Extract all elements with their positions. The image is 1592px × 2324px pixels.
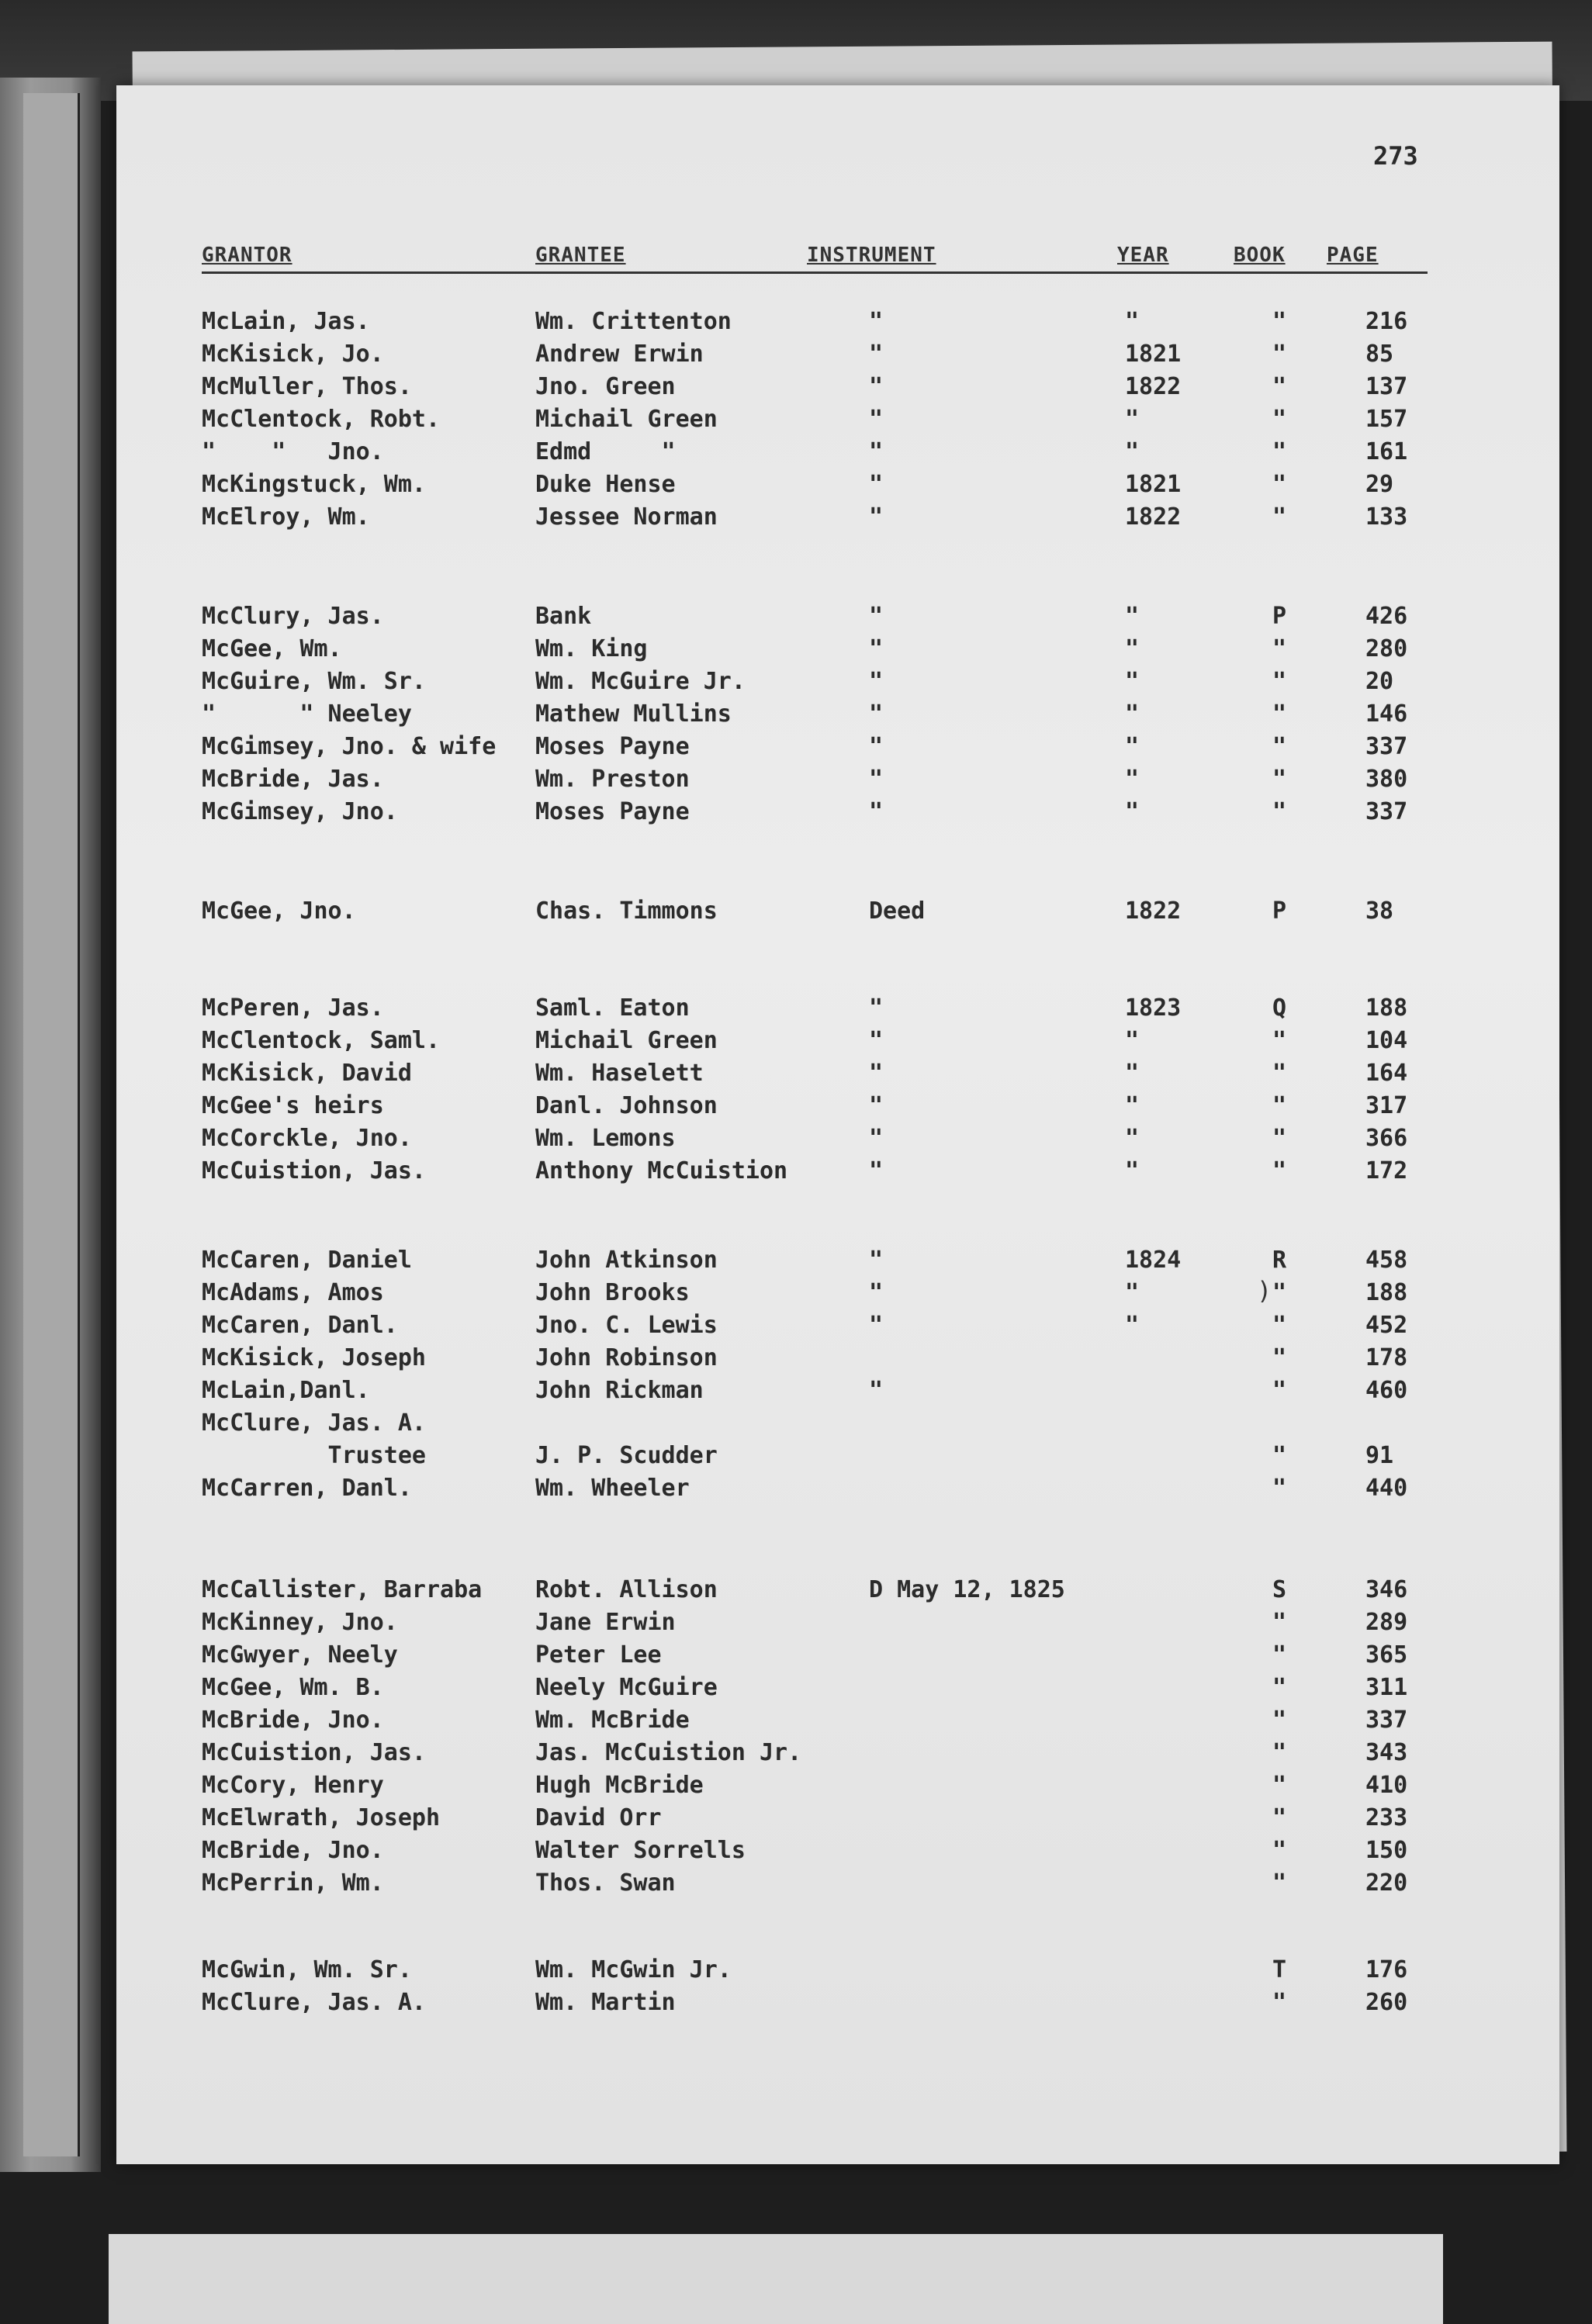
table-row	[202, 666, 1521, 697]
year-cell: "	[1125, 1060, 1140, 1087]
book-cell: S	[1272, 1576, 1287, 1603]
table-row	[202, 404, 1521, 435]
book-cell: R	[1272, 1247, 1287, 1274]
book-cell: "	[1272, 1641, 1287, 1669]
book-cell: "	[1272, 341, 1287, 368]
book-cell: "	[1272, 1377, 1287, 1404]
grantor-cell: McGee, Wm.	[202, 635, 342, 662]
grantee-cell: Wm. Lemons	[535, 1125, 676, 1152]
grantor-cell: McKisick, Joseph	[202, 1344, 426, 1371]
grantee-cell: Wm. Martin	[535, 1989, 676, 2016]
book-cell: "	[1272, 1707, 1287, 1734]
book-cell: T	[1272, 1956, 1287, 1983]
grantee-cell: Chas. Timmons	[535, 897, 718, 925]
grantor-cell: McKinney, Jno.	[202, 1609, 398, 1636]
book-cell: "	[1272, 1804, 1287, 1831]
book-cell: "	[1272, 373, 1287, 400]
year-cell: "	[1125, 1157, 1140, 1184]
page-cell: 380	[1365, 766, 1408, 793]
year-cell: 1821	[1125, 471, 1182, 498]
grantee-cell: Wm. McBride	[535, 1707, 690, 1734]
year-cell: "	[1125, 1312, 1140, 1339]
page-cell: 220	[1365, 1869, 1408, 1897]
instrument-cell: "	[869, 1027, 884, 1054]
page-cell: 233	[1365, 1804, 1408, 1831]
grantor-cell: McAdams, Amos	[202, 1279, 384, 1306]
instrument-cell: "	[869, 1060, 884, 1087]
page-cell: 157	[1365, 406, 1408, 433]
grantee-cell: Jessee Norman	[535, 503, 718, 531]
book-cell: "	[1272, 1475, 1287, 1502]
page-cell: 346	[1365, 1576, 1408, 1603]
page-cell: 458	[1365, 1247, 1408, 1274]
year-cell: "	[1125, 1125, 1140, 1152]
year-cell: 1822	[1125, 897, 1182, 925]
table-row	[202, 1058, 1521, 1089]
page-number: 273	[1373, 141, 1418, 171]
grantor-cell: McGuire, Wm. Sr.	[202, 668, 426, 695]
year-cell: "	[1125, 635, 1140, 662]
instrument-cell: "	[869, 798, 884, 825]
document-page	[116, 85, 1559, 2164]
table-row	[202, 1245, 1521, 1276]
year-cell: "	[1125, 406, 1140, 433]
grantee-cell: Robt. Allison	[535, 1576, 718, 1603]
page-cell: 137	[1365, 373, 1408, 400]
year-cell: "	[1125, 668, 1140, 695]
grantor-cell: McGee's heirs	[202, 1092, 384, 1119]
grantee-cell: Thos. Swan	[535, 1869, 676, 1897]
book-cell: "	[1272, 1837, 1287, 1864]
table-row	[202, 306, 1521, 337]
instrument-cell: "	[869, 994, 884, 1022]
book-cell: "	[1272, 438, 1287, 465]
page-cell: 161	[1365, 438, 1408, 465]
page-cell: 91	[1365, 1442, 1394, 1469]
grantor-cell: McBride, Jno.	[202, 1707, 384, 1734]
page-cell: 150	[1365, 1837, 1408, 1864]
header-book: BOOK	[1234, 244, 1286, 267]
page-cell: 337	[1365, 798, 1408, 825]
year-cell: "	[1125, 766, 1140, 793]
grantor-cell: McBride, Jas.	[202, 766, 384, 793]
page-cell: 289	[1365, 1609, 1408, 1636]
grantor-cell: McPerrin, Wm.	[202, 1869, 384, 1897]
table-row	[202, 1672, 1521, 1703]
grantor-cell: Trustee	[202, 1442, 426, 1469]
page-cell: 337	[1365, 1707, 1408, 1734]
table-row	[202, 896, 1521, 927]
instrument-cell: "	[869, 1279, 884, 1306]
grantee-cell: Andrew Erwin	[535, 341, 704, 368]
instrument-cell: "	[869, 1125, 884, 1152]
grantee-cell: Peter Lee	[535, 1641, 662, 1669]
grantee-cell: Danl. Johnson	[535, 1092, 718, 1119]
instrument-cell: "	[869, 1157, 884, 1184]
page-cell: 426	[1365, 603, 1408, 630]
grantor-cell: McPeren, Jas.	[202, 994, 384, 1022]
grantee-cell: David Orr	[535, 1804, 662, 1831]
page-cell: 133	[1365, 503, 1408, 531]
table-row	[202, 797, 1521, 828]
instrument-cell: "	[869, 503, 884, 531]
page-cell: 460	[1365, 1377, 1408, 1404]
grantor-cell: McClure, Jas. A.	[202, 1989, 426, 2016]
book-cell: "	[1272, 1092, 1287, 1119]
grantee-cell: Moses Payne	[535, 733, 690, 760]
book-cell: "	[1272, 471, 1287, 498]
year-cell: "	[1125, 1279, 1140, 1306]
grantor-cell: McGee, Wm. B.	[202, 1674, 384, 1701]
book-cell: "	[1272, 668, 1287, 695]
deed-index-entries	[116, 85, 1559, 2164]
table-row	[202, 1310, 1521, 1341]
grantor-cell: McCuistion, Jas.	[202, 1157, 426, 1184]
table-row	[202, 1440, 1521, 1472]
table-row	[202, 1955, 1521, 1986]
book-cell: "	[1272, 1674, 1287, 1701]
grantee-cell: Michail Green	[535, 406, 718, 433]
book-cell: "	[1272, 1989, 1287, 2016]
table-row	[202, 1343, 1521, 1374]
header-instrument: INSTRUMENT	[807, 244, 936, 267]
book-cell: "	[1272, 1869, 1287, 1897]
grantee-cell: Mathew Mullins	[535, 700, 732, 728]
grantee-cell: Jno. C. Lewis	[535, 1312, 718, 1339]
book-cell: "	[1272, 1060, 1287, 1087]
page-cell: 366	[1365, 1125, 1408, 1152]
page-cell: 452	[1365, 1312, 1408, 1339]
table-row	[202, 731, 1521, 763]
book-cell: "	[1272, 1344, 1287, 1371]
table-row	[202, 1705, 1521, 1736]
stray-mark: )	[1257, 1276, 1272, 1306]
table-row	[202, 1025, 1521, 1057]
grantee-cell: John Atkinson	[535, 1247, 718, 1274]
grantee-cell: Wm. King	[535, 635, 648, 662]
year-cell: "	[1125, 308, 1140, 335]
year-cell: "	[1125, 438, 1140, 465]
page-cell: 38	[1365, 897, 1394, 925]
page-cell: 178	[1365, 1344, 1408, 1371]
instrument-cell: "	[869, 438, 884, 465]
instrument-cell: "	[869, 1092, 884, 1119]
page-cell: 216	[1365, 308, 1408, 335]
page-cell: 146	[1365, 700, 1408, 728]
table-row	[202, 1640, 1521, 1671]
header-page: PAGE	[1327, 244, 1379, 267]
table-row	[202, 1473, 1521, 1504]
grantor-cell: McGimsey, Jno.	[202, 798, 398, 825]
instrument-cell: "	[869, 635, 884, 662]
page-cell: 410	[1365, 1772, 1408, 1799]
instrument-cell: "	[869, 603, 884, 630]
grantee-cell: Bank	[535, 603, 592, 630]
table-row	[202, 1408, 1521, 1439]
grantor-cell: McClentock, Robt.	[202, 406, 441, 433]
grantee-cell: Hugh McBride	[535, 1772, 704, 1799]
book-cell: "	[1272, 635, 1287, 662]
year-cell: "	[1125, 798, 1140, 825]
grantee-cell: Wm. Wheeler	[535, 1475, 690, 1502]
page-cell: 172	[1365, 1157, 1408, 1184]
page-cell: 260	[1365, 1989, 1408, 2016]
book-cell: "	[1272, 1157, 1287, 1184]
grantor-cell: McBride, Jno.	[202, 1837, 384, 1864]
grantee-cell: J. P. Scudder	[535, 1442, 718, 1469]
table-row	[202, 1278, 1521, 1309]
grantee-cell: Moses Payne	[535, 798, 690, 825]
page-cell: 337	[1365, 733, 1408, 760]
grantee-cell: Edmd "	[535, 438, 676, 465]
book-cell: P	[1272, 897, 1287, 925]
grantor-cell: McCallister, Barraba	[202, 1576, 483, 1603]
table-row	[202, 1375, 1521, 1406]
page-cell: 311	[1365, 1674, 1408, 1701]
page-cell: 440	[1365, 1475, 1408, 1502]
grantor-cell: McGwin, Wm. Sr.	[202, 1956, 412, 1983]
grantee-cell: Jas. McCuistion Jr.	[535, 1739, 802, 1766]
table-row	[202, 634, 1521, 665]
year-cell: 1824	[1125, 1247, 1182, 1274]
grantor-cell: McCaren, Danl.	[202, 1312, 398, 1339]
grantee-cell: Michail Green	[535, 1027, 718, 1054]
table-row	[202, 469, 1521, 500]
grantee-cell: Saml. Eaton	[535, 994, 690, 1022]
grantee-cell: Walter Sorrells	[535, 1837, 746, 1864]
table-row	[202, 993, 1521, 1024]
book-cell: "	[1272, 1609, 1287, 1636]
book-cell: "	[1272, 1772, 1287, 1799]
year-cell: 1822	[1125, 373, 1182, 400]
instrument-cell: "	[869, 406, 884, 433]
table-row	[202, 1156, 1521, 1187]
grantee-cell: John Brooks	[535, 1279, 690, 1306]
instrument-cell: "	[869, 341, 884, 368]
grantor-cell: McMuller, Thos.	[202, 373, 412, 400]
page-cell: 280	[1365, 635, 1408, 662]
table-row	[202, 1607, 1521, 1638]
grantee-cell: Anthony McCuistion	[535, 1157, 788, 1184]
year-cell: "	[1125, 700, 1140, 728]
grantor-cell: McCorckle, Jno.	[202, 1125, 412, 1152]
grantor-cell: McCarren, Danl.	[202, 1475, 412, 1502]
book-cell: "	[1272, 798, 1287, 825]
year-cell: "	[1125, 733, 1140, 760]
table-row	[202, 1987, 1521, 2018]
year-cell: "	[1125, 1092, 1140, 1119]
grantor-cell: " " Jno.	[202, 438, 384, 465]
instrument-cell: "	[869, 1247, 884, 1274]
grantee-cell: Wm. McGwin Jr.	[535, 1956, 732, 1983]
grantee-cell: Neely McGuire	[535, 1674, 718, 1701]
book-cell: "	[1272, 1027, 1287, 1054]
grantee-cell: Jno. Green	[535, 373, 676, 400]
year-cell: 1822	[1125, 503, 1182, 531]
grantor-cell: McCaren, Daniel	[202, 1247, 412, 1274]
grantor-cell: McCory, Henry	[202, 1772, 384, 1799]
grantee-cell: Wm. Haselett	[535, 1060, 704, 1087]
book-cell: "	[1272, 503, 1287, 531]
header-grantee: GRANTEE	[535, 244, 626, 267]
page-cell: 188	[1365, 994, 1408, 1022]
grantor-cell: McGwyer, Neely	[202, 1641, 398, 1669]
page-cell: 29	[1365, 471, 1394, 498]
grantor-cell: McKingstuck, Wm.	[202, 471, 426, 498]
page-cell: 188	[1365, 1279, 1408, 1306]
grantor-cell: McCuistion, Jas.	[202, 1739, 426, 1766]
table-row	[202, 339, 1521, 370]
table-row	[202, 1738, 1521, 1769]
header-year: YEAR	[1117, 244, 1169, 267]
grantee-cell: Jane Erwin	[535, 1609, 676, 1636]
scan-background-bottom	[109, 2234, 1443, 2324]
grantor-cell: McKisick, David	[202, 1060, 412, 1087]
grantor-cell: McElroy, Wm.	[202, 503, 370, 531]
table-row	[202, 1123, 1521, 1154]
table-row	[202, 1091, 1521, 1122]
instrument-cell: Deed	[869, 897, 926, 925]
page-cell: 85	[1365, 341, 1394, 368]
instrument-cell: "	[869, 1312, 884, 1339]
year-cell: 1821	[1125, 341, 1182, 368]
table-row	[202, 372, 1521, 403]
table-row	[202, 764, 1521, 795]
grantor-cell: McGimsey, Jno. & wife	[202, 733, 497, 760]
year-cell: "	[1125, 603, 1140, 630]
book-cell: "	[1272, 1442, 1287, 1469]
instrument-cell: "	[869, 373, 884, 400]
book-cell: P	[1272, 603, 1287, 630]
table-row	[202, 1575, 1521, 1606]
table-row	[202, 1835, 1521, 1866]
book-cell: "	[1272, 1125, 1287, 1152]
grantee-cell: Wm. Preston	[535, 766, 690, 793]
grantor-cell: McGee, Jno.	[202, 897, 356, 925]
instrument-cell: "	[869, 308, 884, 335]
book-cell: "	[1272, 766, 1287, 793]
header-grantor: GRANTOR	[202, 244, 292, 267]
grantor-cell: McLain,Danl.	[202, 1377, 370, 1404]
instrument-cell: "	[869, 733, 884, 760]
table-row	[202, 1770, 1521, 1801]
grantor-cell: McClury, Jas.	[202, 603, 384, 630]
book-cell: "	[1272, 1312, 1287, 1339]
book-cell: "	[1272, 1739, 1287, 1766]
page-cell: 343	[1365, 1739, 1408, 1766]
book-cell: "	[1272, 1279, 1287, 1306]
grantee-cell: Duke Hense	[535, 471, 676, 498]
grantor-cell: McClentock, Saml.	[202, 1027, 441, 1054]
adjacent-page-strip	[23, 93, 80, 2156]
table-row	[202, 1803, 1521, 1834]
page-cell: 365	[1365, 1641, 1408, 1669]
grantor-cell: McKisick, Jo.	[202, 341, 384, 368]
instrument-cell: "	[869, 700, 884, 728]
grantor-cell: McLain, Jas.	[202, 308, 370, 335]
instrument-cell: D May 12, 1825	[869, 1576, 1065, 1603]
instrument-cell: "	[869, 766, 884, 793]
page-cell: 176	[1365, 1956, 1408, 1983]
book-cell: "	[1272, 733, 1287, 760]
grantee-cell: John Rickman	[535, 1377, 704, 1404]
year-cell: 1823	[1125, 994, 1182, 1022]
page-cell: 317	[1365, 1092, 1408, 1119]
grantor-cell: McElwrath, Joseph	[202, 1804, 441, 1831]
table-row	[202, 601, 1521, 632]
year-cell: "	[1125, 1027, 1140, 1054]
book-cell: Q	[1272, 994, 1287, 1022]
page-cell: 20	[1365, 668, 1394, 695]
table-row	[202, 1868, 1521, 1899]
book-cell: "	[1272, 308, 1287, 335]
instrument-cell: "	[869, 1377, 884, 1404]
instrument-cell: "	[869, 471, 884, 498]
table-row	[202, 502, 1521, 533]
grantee-cell: Wm. McGuire Jr.	[535, 668, 746, 695]
grantee-cell: John Robinson	[535, 1344, 718, 1371]
grantor-cell: McClure, Jas. A.	[202, 1409, 426, 1437]
table-row	[202, 699, 1521, 730]
table-row	[202, 437, 1521, 468]
grantor-cell: " " Neeley	[202, 700, 412, 728]
book-cell: "	[1272, 700, 1287, 728]
page-cell: 104	[1365, 1027, 1408, 1054]
grantee-cell: Wm. Crittenton	[535, 308, 732, 335]
page-cell: 164	[1365, 1060, 1408, 1087]
instrument-cell: "	[869, 668, 884, 695]
book-cell: "	[1272, 406, 1287, 433]
